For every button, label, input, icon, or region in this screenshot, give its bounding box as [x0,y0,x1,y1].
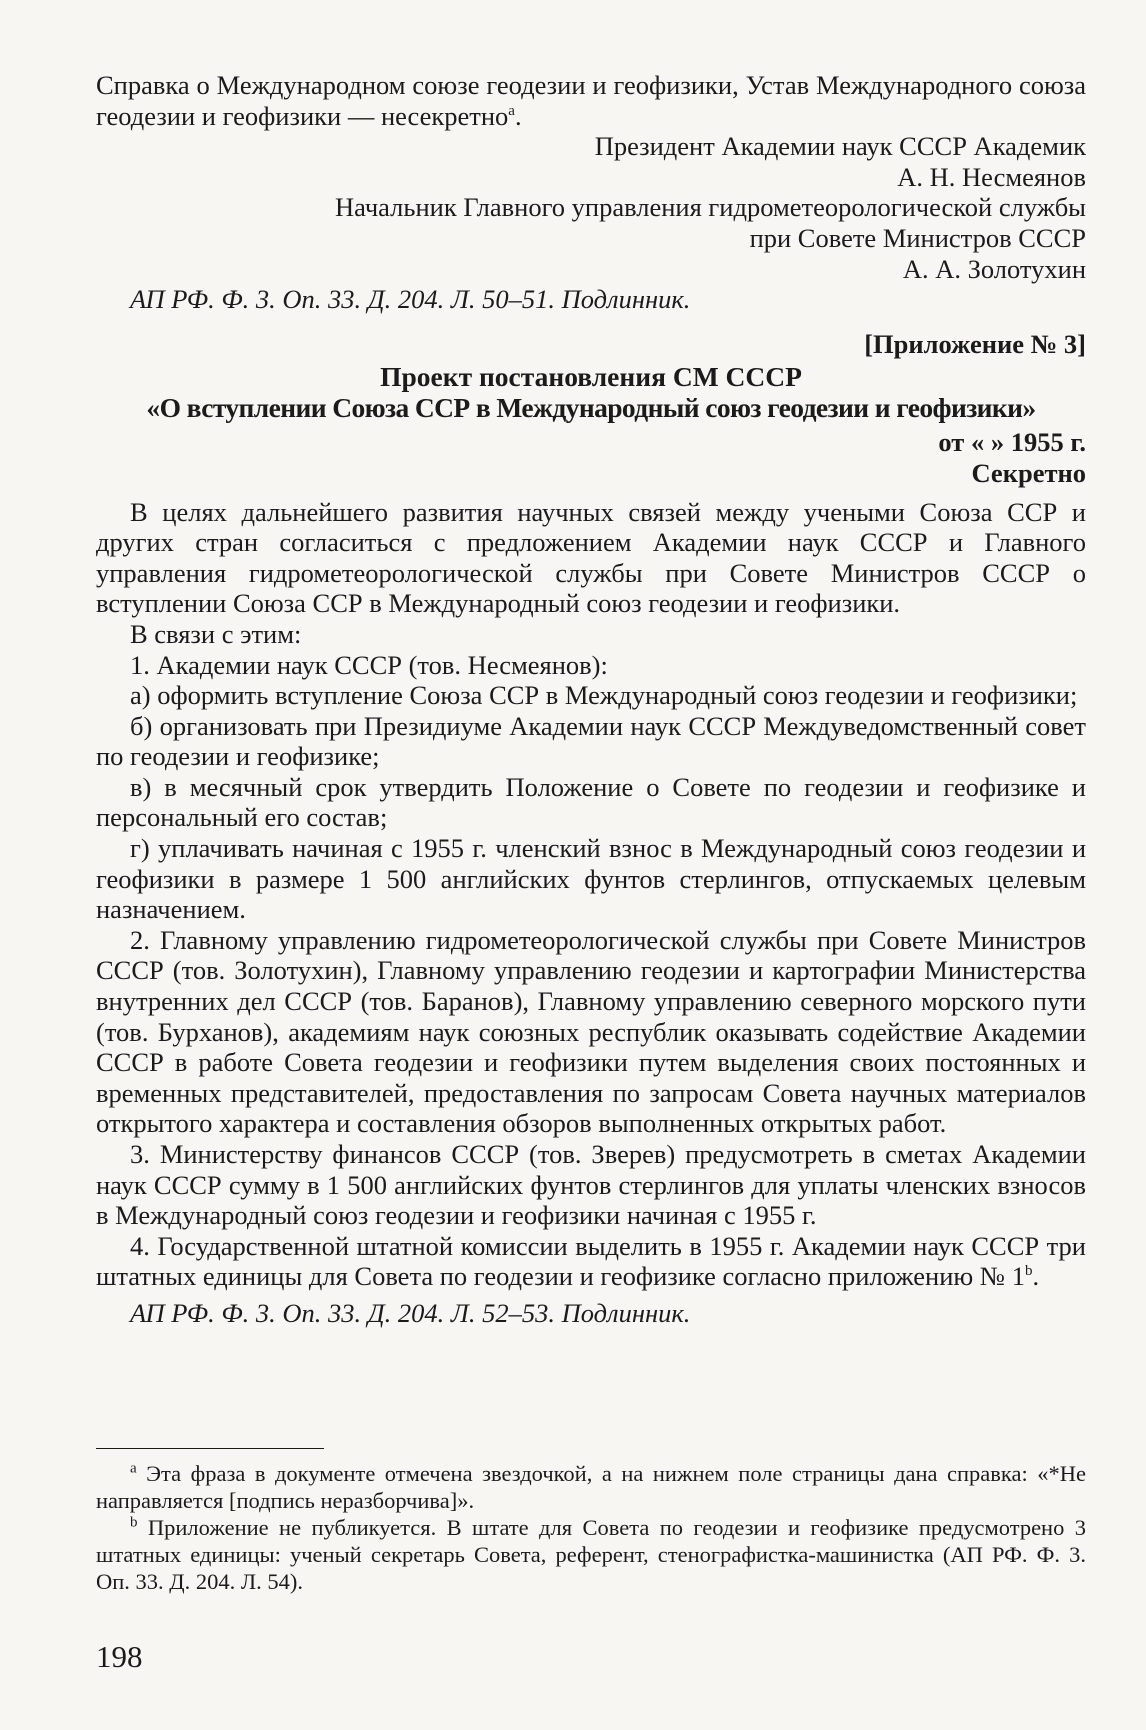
page-number: 198 [96,1639,143,1674]
archive-reference: АП РФ. Ф. 3. Оп. 33. Д. 204. Л. 52–53. Подлинник. [130,1297,691,1328]
signature-block-1 [96,131,1086,192]
archive-reference: АП РФ. Ф. 3. Оп. 33. Д. 204. Л. 50–51. Подлинник. [130,284,691,315]
header-note: Справка о Международном союзе геодезии и геофизики, Устав Международного союза геодезии и геофизики — несекретно$^а$. [96,70,1086,131]
signature-name: А. А. Золотухин [902,253,1086,284]
document-subtitle: «О вступлении Союза ССР в Международный союз геодезии и геофизики» [146,392,1036,424]
paragraph: 2. Главному управлению гидрометеорологической службы при Совете Министров СССР (тов. Золотухин), Главному управлению геодезии и картографии Министерства внутренних дел СССР (тов. Баранов), Главному управлению северного морского пути (тов. Бурханов), академиям наук союзных республик оказывать содействие Академии СССР в работе Совета геодезии и геофизики путем выделения своих постоянных и временных представителей, предоставления по запросам Совета научных материалов открытого характера и составления обзоров выполненных открытых работ. [96,924,1086,1139]
document-page [96,70,1086,1329]
footnote: $^b$ Приложение не публикуется. В штате для Совета по геодезии и геофизике предусмотрено 3 штатных единицы: ученый секретарь Совета, референт, стенографистка-машинистка (АП РФ. Ф. 3. Оп. 33. Д. 204. Л. 54). [96,1514,1086,1594]
footnotes [96,1460,1086,1595]
paragraph: в) в месячный срок утвердить Положение о Совете по геодезии и геофизике и персональный его состав; [96,771,1086,833]
paragraph: 4. Государственной штатной комиссии выделить в 1955 г. Академии наук СССР три штатных единицы для Совета по геодезии и геофизике согласно приложению № 1$^b$. [96,1230,1086,1292]
footnote-marker-a: а [508,102,515,119]
paragraph: В связи с этим: [130,618,302,649]
signature-name: А. Н. Несмеянов [897,161,1086,192]
document-body [96,497,1086,1292]
document-title: Проект постановления СМ СССР [380,361,802,393]
paragraph: г) уплачивать начиная с 1955 г. членский взнос в Международный союз геодезии и геофизики в размере 1 500 английских фунтов стерлингов, отпускаемых целевым назначением. [96,833,1086,925]
footnote-divider [96,1448,324,1449]
footnote: $^а$ Эта фраза в документе отмечена звездочкой, а на нижнем поле страницы дана справка: «*Не направляется [подпись неразборчива]». [96,1460,1086,1513]
paragraph: а) оформить вступление Союза ССР в Международный союз геодезии и геофизики; [130,680,1078,711]
paragraph: 3. Министерству финансов СССР (тов. Зверев) предусмотреть в сметах Академии наук СССР сумму в 1 500 английских фунтов стерлингов для уплаты членских взносов в Международный союз геодезии и геофизики начиная с 1955 г. [96,1139,1086,1231]
signature-position: при Совете Министров СССР [749,222,1086,253]
signature-position: Президент Академии наук СССР Академик [594,131,1086,162]
footnote-marker-b: b [1024,1263,1033,1280]
appendix-label: [Приложение № 3] [864,328,1086,359]
signature-position: Начальник Главного управления гидрометеорологической службы [334,192,1086,223]
paragraph: 1. Академии наук СССР (тов. Несмеянов): [130,649,608,680]
paragraph: б) организовать при Президиуме Академии наук СССР Междуведомственный совет по геодезии и геофизике; [96,710,1086,772]
signature-block-2 [96,192,1086,284]
document-date: от « » 1955 г. [938,427,1086,458]
classification-stamp: Секретно [971,457,1086,488]
paragraph: В целях дальнейшего развития научных связей между учеными Союза ССР и других стран согласиться с предложением Академии наук СССР и Главного управления гидрометеорологической службы при Совете Министров СССР о вступлении Союза ССР в Международный союз геодезии и геофизики. [96,496,1086,619]
